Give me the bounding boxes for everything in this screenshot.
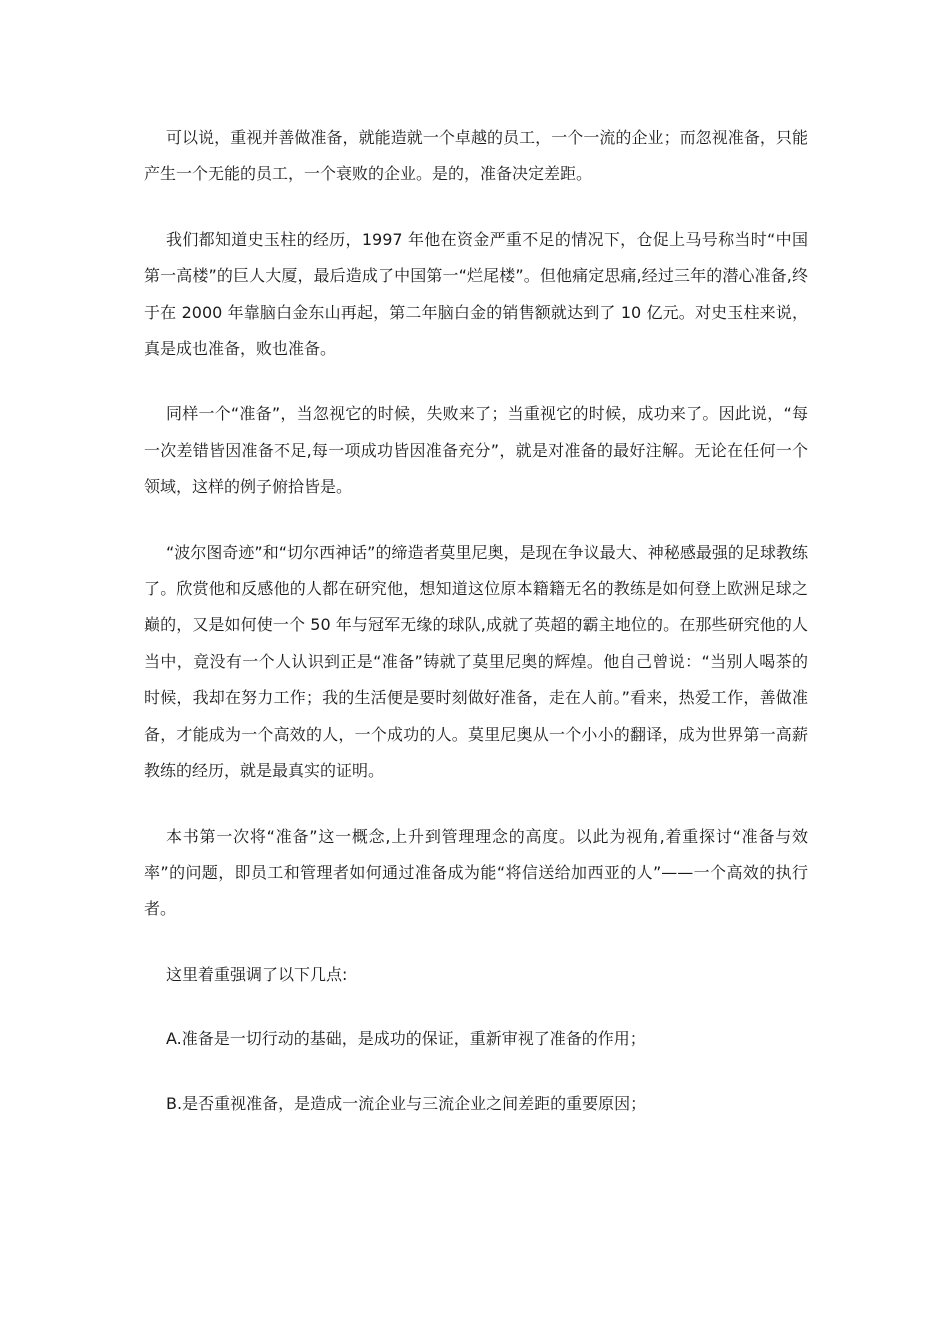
paragraph-key-points-intro: 这里着重强调了以下几点: <box>166 964 348 984</box>
paragraph-mourinho: “波尔图奇迹”和“切尔西神话”的缔造者莫里尼奥，是现在争议最大、神秘感最强的足球教练了。欣赏他和反感他的人都在研究他，想知道这位原本籍籍无名的教练是如何登上欧洲足球之巅的，又是如何使一个 50 年与冠军无缘的球队,成就了英超的霸主地位的。在那些研究他的人当中，竟没有一个人认识到正是“准备”铸就了莫里尼奥的辉煌。他自己曾说：“当别人喝茶的时候，我却在努力工作；我的生活便是要时刻做好准备，走在人前。”看来，热爱工作，善做准备，才能成为一个高效的人，一个成功的人。莫里尼奥从一个小小的翻译，成为世界第一高薪教练的经历，就是最真实的证明。 <box>144 542 808 781</box>
list-item-point-b: B.是否重视准备，是造成一流企业与三流企业之间差距的重要原因； <box>166 1093 647 1113</box>
document-body <box>144 120 808 1150</box>
paragraph-book-intro: 本书第一次将“准备”这一概念,上升到管理理念的高度。以此为视角,着重探讨“准备与效率”的问题，即员工和管理者如何通过准备成为能“将信送给加西亚的人”——一个高效的执行者。 <box>144 826 808 919</box>
list-item-point-a: A.准备是一切行动的基础，是成功的保证，重新审视了准备的作用； <box>166 1029 646 1049</box>
paragraph-shi-yuzhu: 我们都知道史玉柱的经历，1997 年他在资金严重不足的情况下，仓促上马号称当时“中国第一高楼”的巨人大厦，最后造成了中国第一“烂尾楼”。但他痛定思痛,经过三年的潜心准备,终于在 2000 年靠脑白金东山再起，第二年脑白金的销售额就达到了 10 亿元。对史玉柱来说，真是成也准备，败也准备。 <box>144 229 808 359</box>
paragraph-same-preparation: 同样一个“准备”，当忽视它的时候，失败来了；当重视它的时候，成功来了。因此说，“每一次差错皆因准备不足,每一项成功皆因准备充分”，就是对准备的最好注解。无论在任何一个领域，这样的例子俯拾皆是。 <box>144 404 808 497</box>
paragraph-preparation-summary: 可以说，重视并善做准备，就能造就一个卓越的员工，一个一流的企业；而忽视准备，只能产生一个无能的员工，一个衰败的企业。是的，准备决定差距。 <box>144 128 808 184</box>
